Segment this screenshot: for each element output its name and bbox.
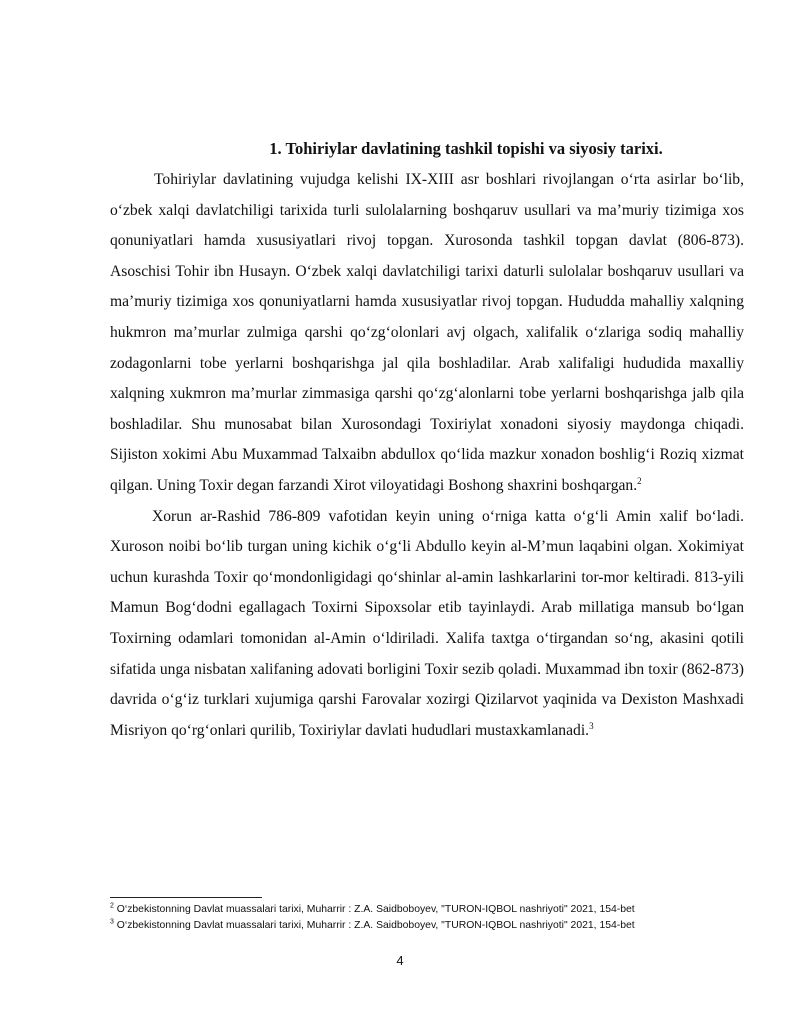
footnote-ref-2: 2	[637, 475, 642, 486]
footnote-2	[110, 902, 750, 918]
paragraph-2	[110, 502, 744, 747]
section-heading: 1. Tohiriylar davlatining tashkil topishi va siyosiy tarixi.	[269, 139, 663, 158]
paragraph-1	[110, 165, 744, 502]
footnote-separator	[110, 897, 262, 898]
footnote-ref-3: 3	[589, 720, 594, 731]
footnote-text: O‘zbekistonning Davlat muassalari tarixi, Muharrir : Z.A. Saidboboyev, "TURON-IQBOL nashriyoti" 2021, 154-bet	[116, 904, 635, 915]
footnote-number: 3	[110, 918, 114, 926]
footnote-3	[110, 918, 750, 934]
page-number: 4	[396, 953, 404, 968]
footnotes	[110, 902, 750, 934]
paragraph-2-text: Xorun ar-Rashid 786-809 vafotidan keyin uning o‘rniga katta o‘g‘li Amin xalif bo‘ladi. Xuroson noibi bo‘lib turgan uning kichik o‘g‘li Abdullo keyin al-M’mun laqabini olgan. Xokimiyat uchun kurashda Toxir qo‘mondonligidagi qo‘shinlar al-amin lashkarlarini tor-mor keltiradi. 813-yili Mamun Bog‘dodni egallagach Toxirni Sipoxsolar etib tayinlaydi. Arab millatiga mansub bo‘lgan Toxirning odamlari tomonidan al-Amin o‘ldiriladi. Xalifa taxtga o‘tirgandan so‘ng, akasini qotili sifatida unga nisbatan xalifaning adovati borligini Toxir sezib qoladi. Muxammad ibn toxir (862-873) davrida o‘g‘iz turklari xujumiga qarshi Farovalar xozirgi Qizilarvot yaqinida va Dexiston Mashxadi Misriyon qo‘rg‘onlari qurilib, Toxiriylar davlati hududlari mustaxkamlanadi.	[110, 507, 744, 739]
footnote-number: 2	[110, 902, 114, 910]
footnote-text: O‘zbekistonning Davlat muassalari tarixi, Muharrir : Z.A. Saidboboyev, "TURON-IQBOL nashriyoti" 2021, 154-bet	[116, 920, 635, 931]
body-text	[110, 165, 744, 746]
paragraph-1-text: Tohiriylar davlatining vujudga kelishi IX-XIII asr boshlari rivojlangan o‘rta asirlar bo‘lib, o‘zbek xalqi davlatchiligi tarixida turli sulolalarning boshqaruv usullari va ma’muriy tizimiga xos qonuniyatlari hamda xususiyatlari rivoj topgan. Xurosonda tashkil topgan davlat (806-873). Asoschisi Tohir ibn Husayn. O‘zbek xalqi davlatchiligi tarixi daturli sulolalar boshqaruv usullari va ma’muriy tizimiga xos qonuniyatlarni hamda xususiyatlar rivoj topgan. Hududda mahalliy xalqning hukmron ma’murlar zulmiga qarshi qo‘zg‘olonlari avj olgach, xalifalik o‘zlariga sodiq mahalliy zodagonlarni tobe yerlarni boshqarishga jal qila boshladilar. Arab xalifaligi hududida maxalliy xalqning xukmron ma’murlar zimmasiga qarshi qo‘zg‘alonlarni tobe yerlarni boshqarishga jalb qila boshladilar. Shu munosabat bilan Xurosondagi Toxiriylat xonadoni siyosiy maydonga chiqadi. Sijiston xokimi Abu Muxammad Talxaibn abdullox qo‘lida mazkur xonadon boshlig‘i Roziq xizmat qilgan. Uning Toxir degan farzandi Xirot viloyatidagi Boshong shaxrini boshqargan.	[110, 171, 744, 494]
